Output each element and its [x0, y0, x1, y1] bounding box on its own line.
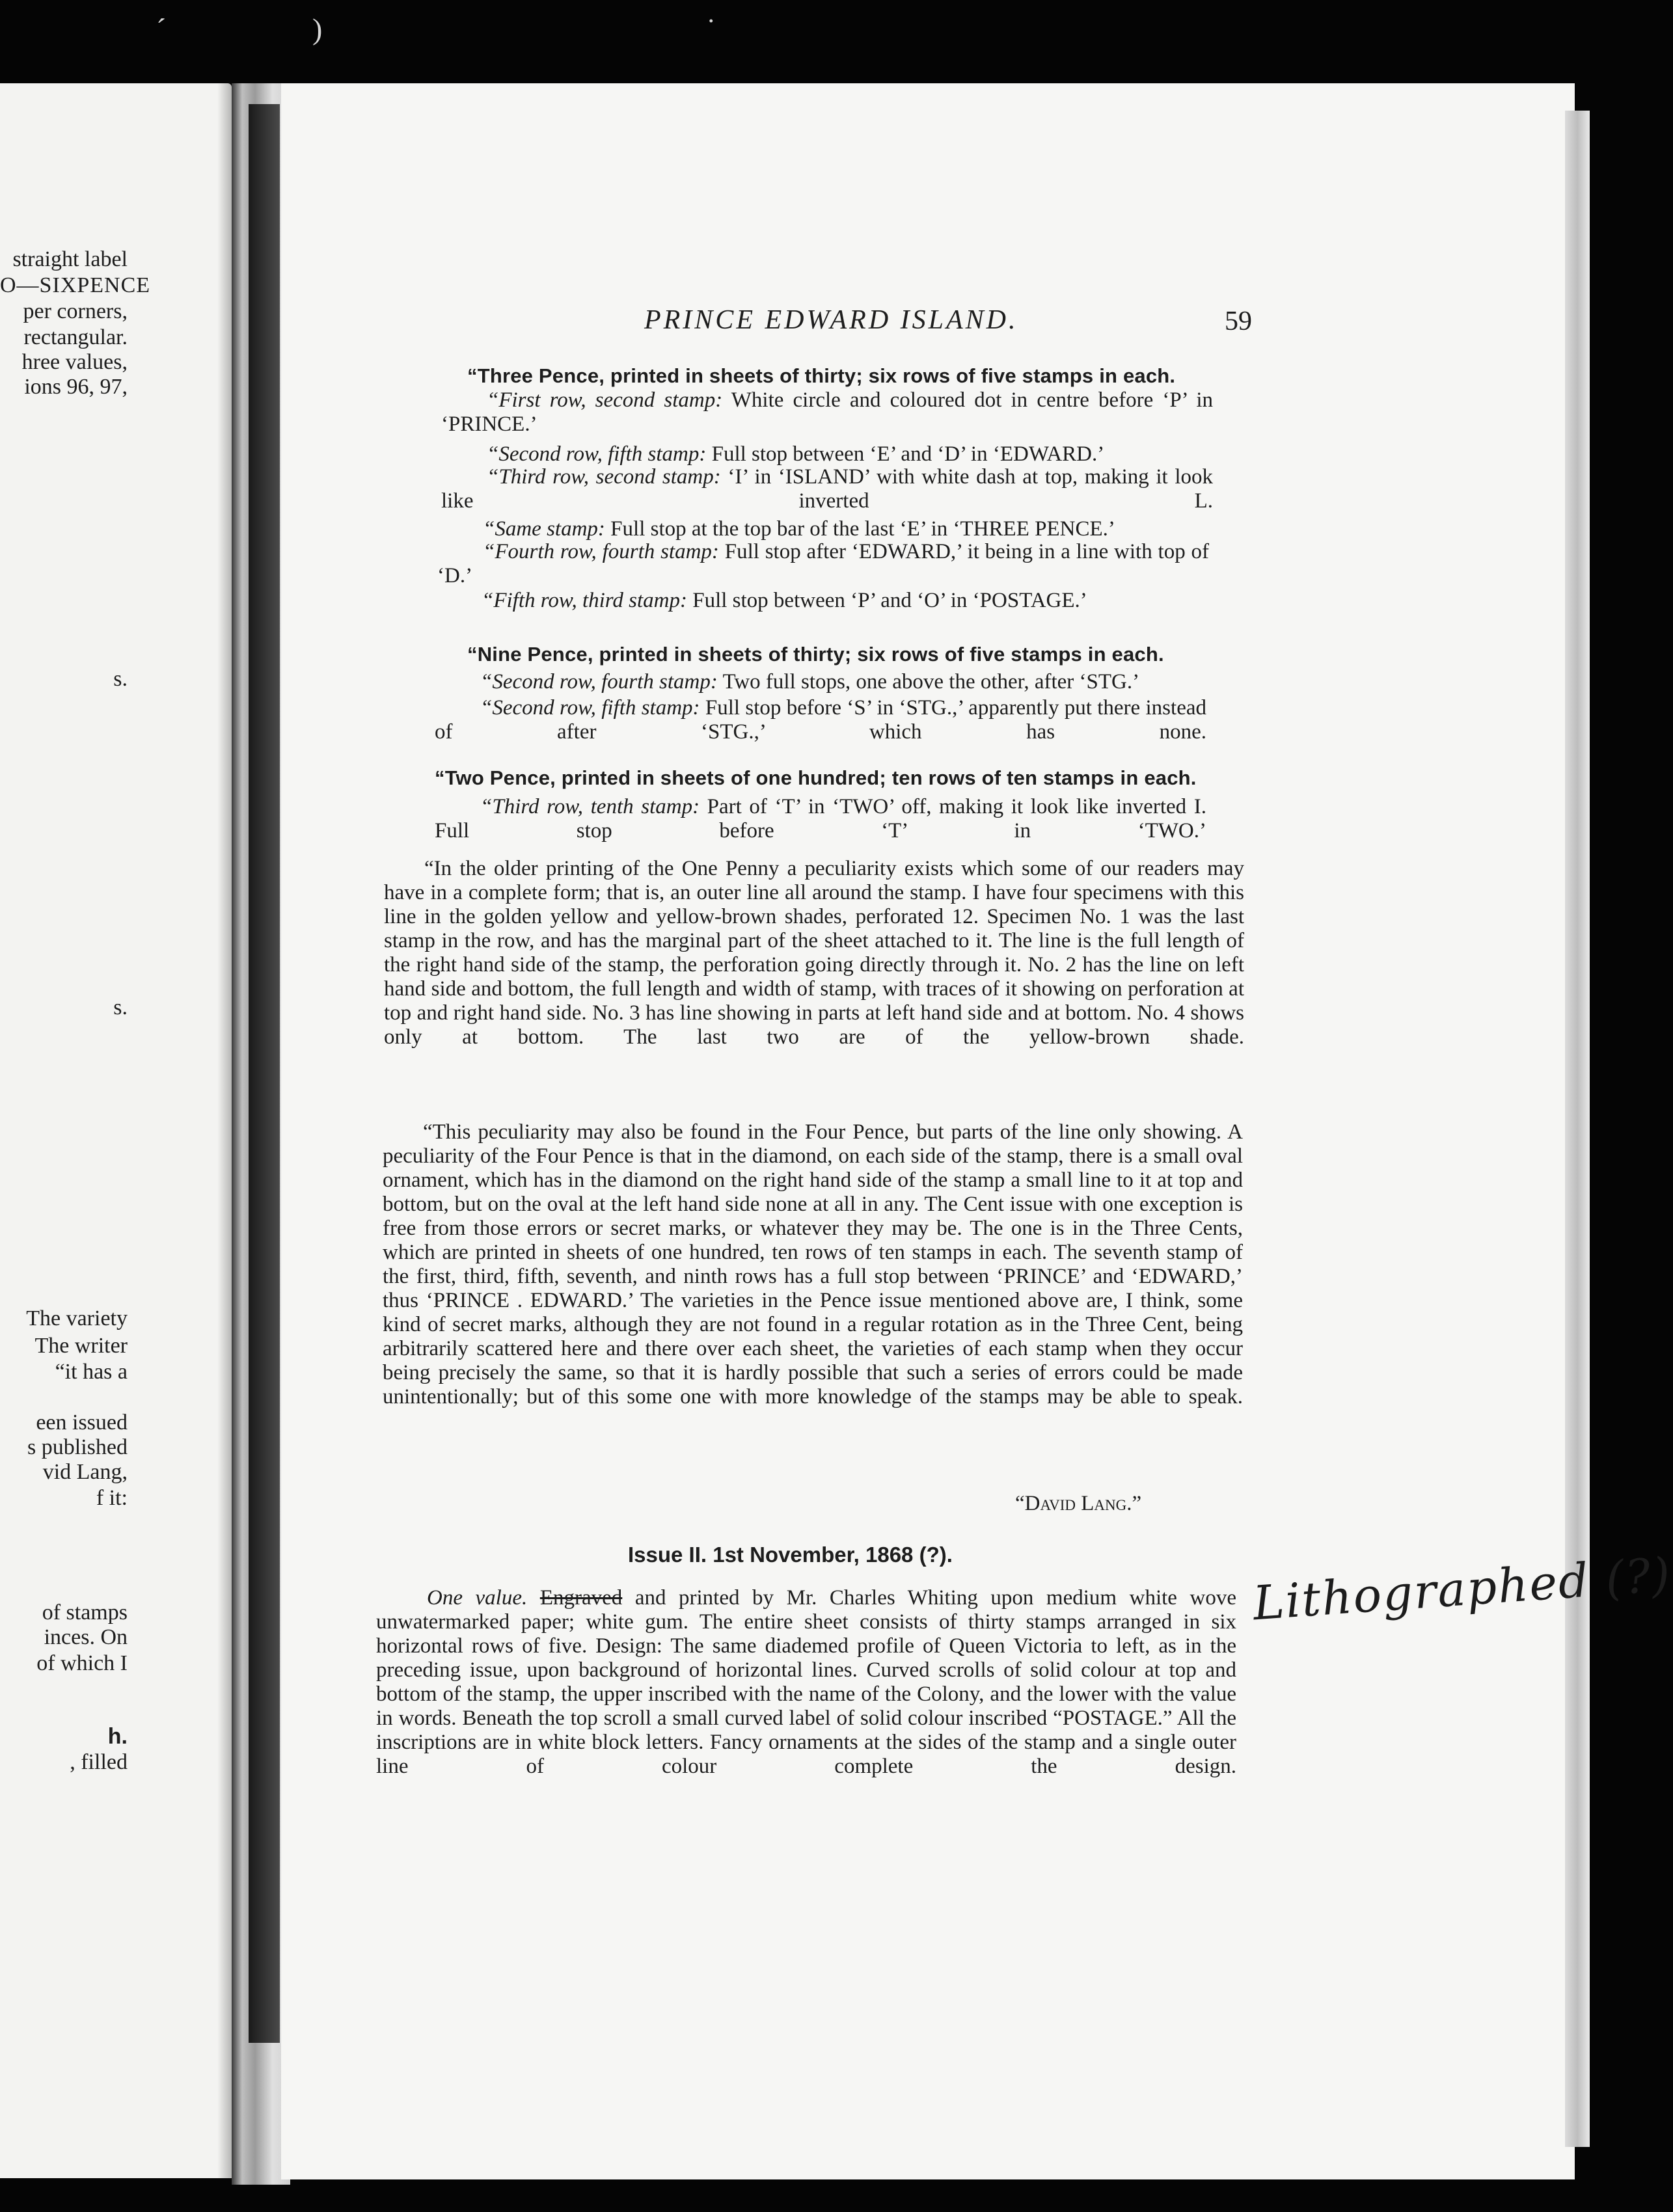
three-pence-item-4 [483, 517, 1209, 541]
heading-three-pence: “Three Pence, printed in sheets of thirty; six rows of five stamps in each. [467, 364, 1176, 387]
signature-david-lang: “David Lang.” [1015, 1492, 1142, 1515]
left-page-line: The variety [26, 1306, 128, 1330]
item-lead: “Fifth row, third stamp: [482, 589, 687, 612]
nine-pence-item-2 [435, 696, 1206, 744]
item-text: Full stop after ‘EDWARD,’ it being in a line with top of ‘D.’ [437, 540, 1209, 587]
item-lead: “Same stamp: [483, 517, 605, 541]
left-page-line: s. [113, 995, 128, 1019]
item-lead: “Second row, fifth stamp: [480, 696, 700, 720]
book-gutter-shadow [249, 104, 280, 2043]
item-lead: “Second row, fifth stamp: [487, 442, 707, 466]
item-lead: “Second row, fourth stamp: [480, 670, 718, 694]
three-pence-item-6 [482, 589, 1208, 613]
left-page-line: of stamps [42, 1600, 128, 1625]
paragraph-text: “In the older printing of the One Penny a peculiarity exists which some of our readers may have in a complete form; that is, an outer line all around the stamp. I have four specimens with this line in the golden yellow and yellow-brown shades, perforated 12. Specimen No. 1 was the last stamp in the row, and has the marginal part of the sheet attached to it. The line is the full length of the right hand side of the stamp, the perforation going directly through it. No. 2 has the line on left hand side and bottom, the full length and width of stamp, with traces of it showing on perforation at top and right hand side. No. 3 has line showing in parts at left hand side and at bottom. No. 4 shows only at bottom. The last two are of the yellow-brown shade. [384, 857, 1244, 1049]
issue-lead: One value. [427, 1586, 528, 1610]
issue-title: Issue II. 1st November, 1868 (?). [628, 1543, 953, 1567]
left-page-line: ions 96, 97, [24, 375, 128, 399]
item-text: White circle and coloured dot in centre before ‘P’ in ‘PRINCE.’ [441, 388, 1213, 436]
heading-two-pence: “Two Pence, printed in sheets of one hundred; ten rows of ten stamps in each. [435, 766, 1197, 789]
three-pence-item-3 [441, 465, 1213, 513]
three-pence-item-2 [487, 442, 1213, 466]
two-pence-item-1 [435, 795, 1206, 843]
left-page-line: of which I [36, 1651, 128, 1675]
item-text: Full stop at the top bar of the last ‘E’ in ‘THREE PENCE.’ [605, 517, 1115, 541]
handwritten-annotation: Lithographed (?) [1251, 1546, 1673, 1631]
item-text: Full stop before ‘S’ in ‘STG.,’ apparently put there instead of after ‘STG.,’ which has none. [435, 696, 1206, 744]
top-mark-3: ˙ [706, 12, 716, 46]
page-edge [1565, 111, 1590, 2147]
left-page-line: O—SIXPENCE [0, 273, 151, 297]
paragraph-text: “This peculiarity may also be found in the Four Pence, but parts of the line only showing. A peculiarity of the Four Pence is that in the diamond, on each side of the stamp, there is a small oval ornament, which has in the diamond on the right hand side of the stamp a small line to it at top and bottom, but on the oval at the left hand side none at all in any. The Cent issue with one exception is free from those errors or secret marks, or whatever they may be. The one is in the Three Cents, which are printed in sheets of one hundred, ten rows of ten stamps in each. The seventh stamp of the first, third, fifth, seventh, and ninth rows has a full stop between ‘PRINCE’ and ‘EDWARD,’ thus ‘PRINCE . EDWARD.’ The varieties in the Pence issue mentioned above are, I think, some kind of secret marks, although they are not found in a regular rotation as in the Three Cent, being arbitrarily scattered here and there over each sheet, the varieties of each stamp when they occur being precisely the same, so that it is hardly possible that such a series of errors could be made unintentionally; but of this some one with more knowledge of the stamps may be able to speak. [383, 1120, 1243, 1409]
item-lead: “First row, second stamp: [487, 388, 723, 412]
item-text: Part of ‘T’ in ‘TWO’ off, making it look like inverted I. Full stop before ‘T’ in ‘TWO.’ [435, 795, 1206, 843]
item-text: ‘I’ in ‘ISLAND’ with white dash at top, making it look like inverted L. [441, 465, 1213, 513]
heading-nine-pence: “Nine Pence, printed in sheets of thirty; six rows of five stamps in each. [467, 643, 1164, 666]
three-pence-item-1 [441, 388, 1213, 437]
item-lead: “Fourth row, fourth stamp: [483, 540, 719, 563]
left-page-line: The writer [34, 1334, 128, 1358]
top-mark-1: ´ [156, 12, 167, 46]
item-text: Full stop between ‘P’ and ‘O’ in ‘POSTAGE.’ [687, 589, 1087, 612]
paragraph-one-penny [384, 857, 1244, 1049]
top-mark-2: ) [312, 12, 323, 46]
item-lead: “Third row, second stamp: [487, 465, 721, 489]
left-page-line: rectangular. [23, 325, 128, 349]
left-page-line: , filled [70, 1750, 128, 1774]
struck-word: Engraved [539, 1586, 623, 1610]
three-pence-item-5 [437, 540, 1209, 588]
issue-paragraph [376, 1586, 1236, 1779]
paragraph-four-pence [383, 1120, 1243, 1409]
left-page-line: een issued [36, 1410, 128, 1435]
left-page-line: hree values, [21, 350, 128, 374]
item-lead: “Third row, tenth stamp: [480, 795, 700, 818]
left-page-line: f it: [96, 1486, 128, 1510]
item-text: Two full stops, one above the other, after ‘STG.’ [717, 670, 1140, 694]
left-page-line: inces. On [44, 1625, 128, 1649]
left-page-line: h. [107, 1724, 128, 1749]
running-head: PRINCE EDWARD ISLAND. [644, 305, 1018, 335]
page-number: 59 [1225, 306, 1252, 336]
left-page-line: vid Lang, [42, 1460, 128, 1484]
issue-text: and printed by Mr. Charles Whiting upon medium white wove unwatermarked paper; white gum. The entire sheet consists of thirty stamps arranged in six horizontal rows of five. Design: The same diademed profile of Queen Victoria to left, as in the preceding issue, upon background of horizontal lines. Curved scrolls of solid colour at top and bottom of the stamp, the upper inscribed with the name of the Colony, and the lower with the value in words. Beneath the top scroll a small curved label of solid colour inscribed “POSTAGE.” All the inscriptions are in white block letters. Fancy ornaments at the sides of the stamp and a single outer line of colour complete the design. [376, 1586, 1236, 1778]
left-page-line: “it has a [55, 1360, 128, 1384]
nine-pence-item-1 [480, 670, 1206, 694]
left-facing-page [0, 83, 232, 2178]
left-page-line: s. [113, 667, 128, 691]
left-page-line: straight label [12, 247, 128, 271]
left-page-line: per corners, [23, 299, 128, 323]
item-text: Full stop between ‘E’ and ‘D’ in ‘EDWARD.’ [706, 442, 1105, 466]
left-page-line: s published [27, 1435, 128, 1459]
